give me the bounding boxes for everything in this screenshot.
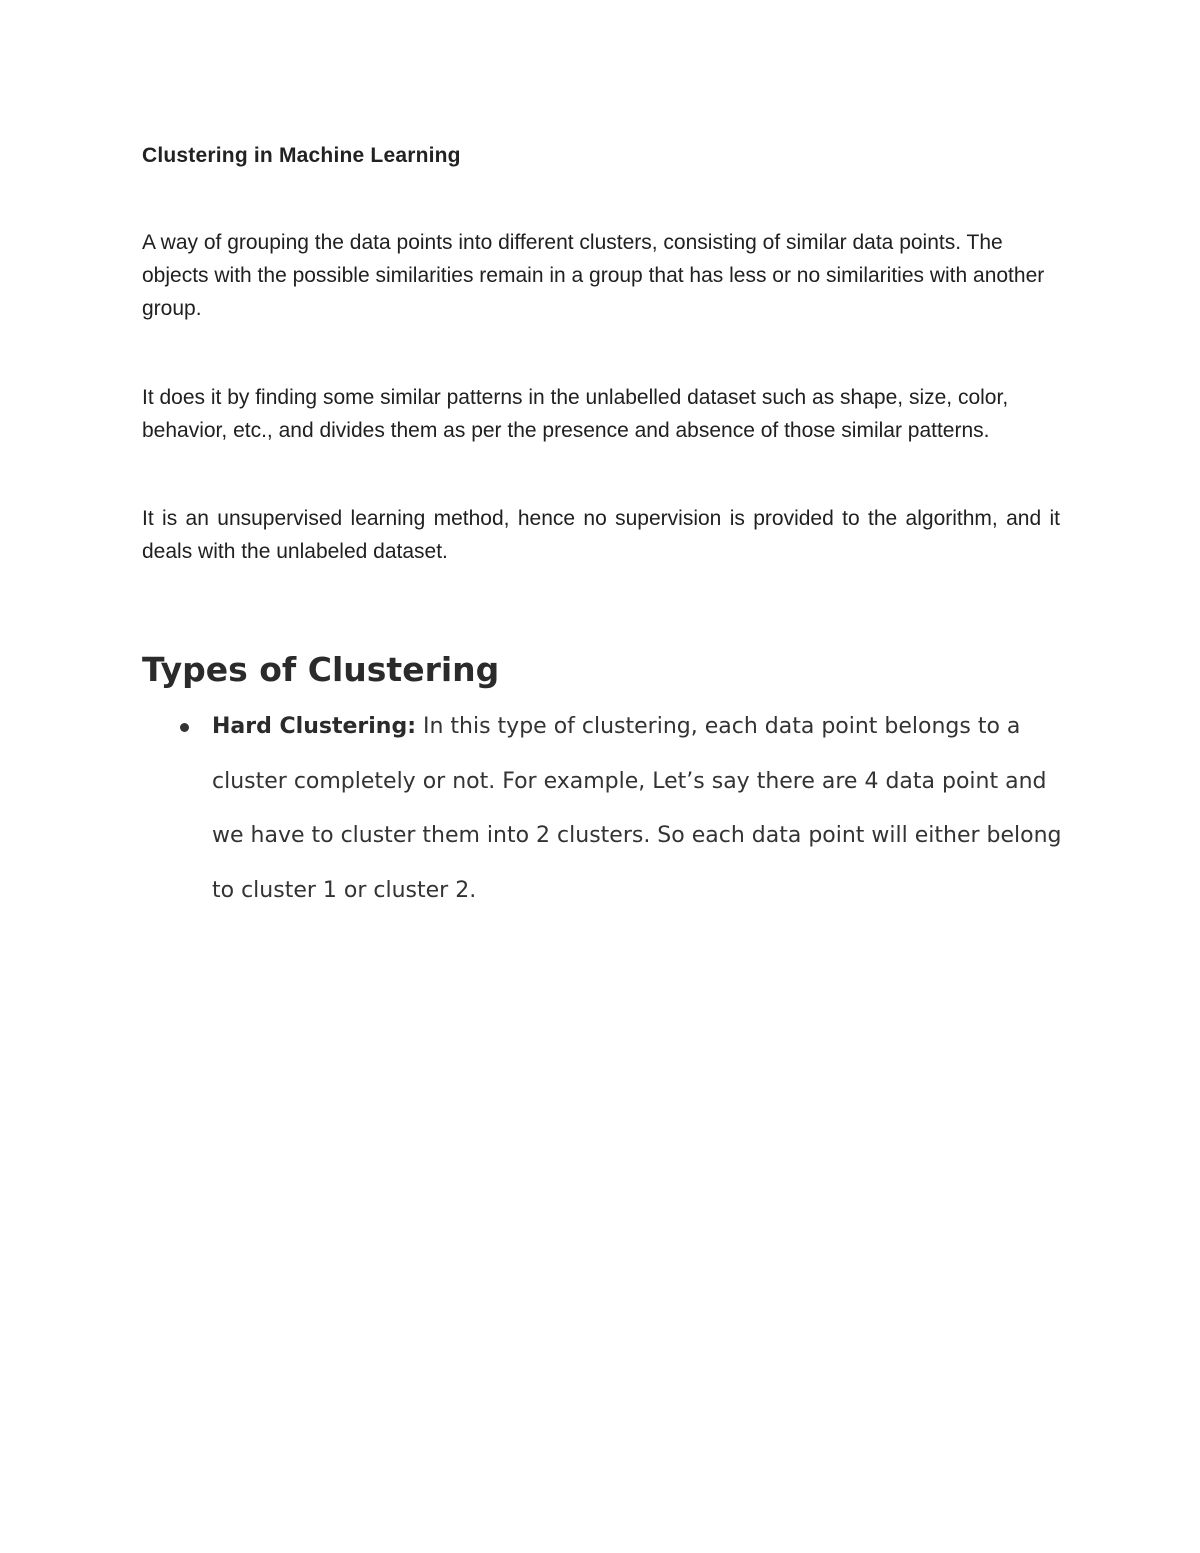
bullet-term: Hard Clustering: [212, 714, 416, 739]
bullet-dot-icon [180, 723, 189, 732]
paragraph-patterns: It does it by finding some similar patterns in the unlabelled dataset such as shape, size, color, behavior, etc., and divides them as per the presence and absence of those similar patterns. [142, 386, 1009, 442]
clustering-types-list [142, 700, 1062, 918]
list-item-hard-clustering [142, 700, 1062, 918]
bullet-text: In this type of clustering, each data point belongs to a cluster completely or not. For example, Let’s say there are 4 data point and we have to cluster them into 2 clusters. So each data point will either belong to cluster 1 or cluster 2. [212, 714, 1062, 903]
section-heading-types: Types of Clustering [142, 650, 500, 689]
paragraph-unsupervised: It is an unsupervised learning method, hence no supervision is provided to the algorithm, and it deals with the unlabeled dataset. [142, 507, 1060, 563]
document-title: Clustering in Machine Learning [142, 144, 461, 167]
paragraph-definition: A way of grouping the data points into different clusters, consisting of similar data points. The objects with the possible similarities remain in a group that has less or no similarities with another group. [142, 231, 1045, 320]
